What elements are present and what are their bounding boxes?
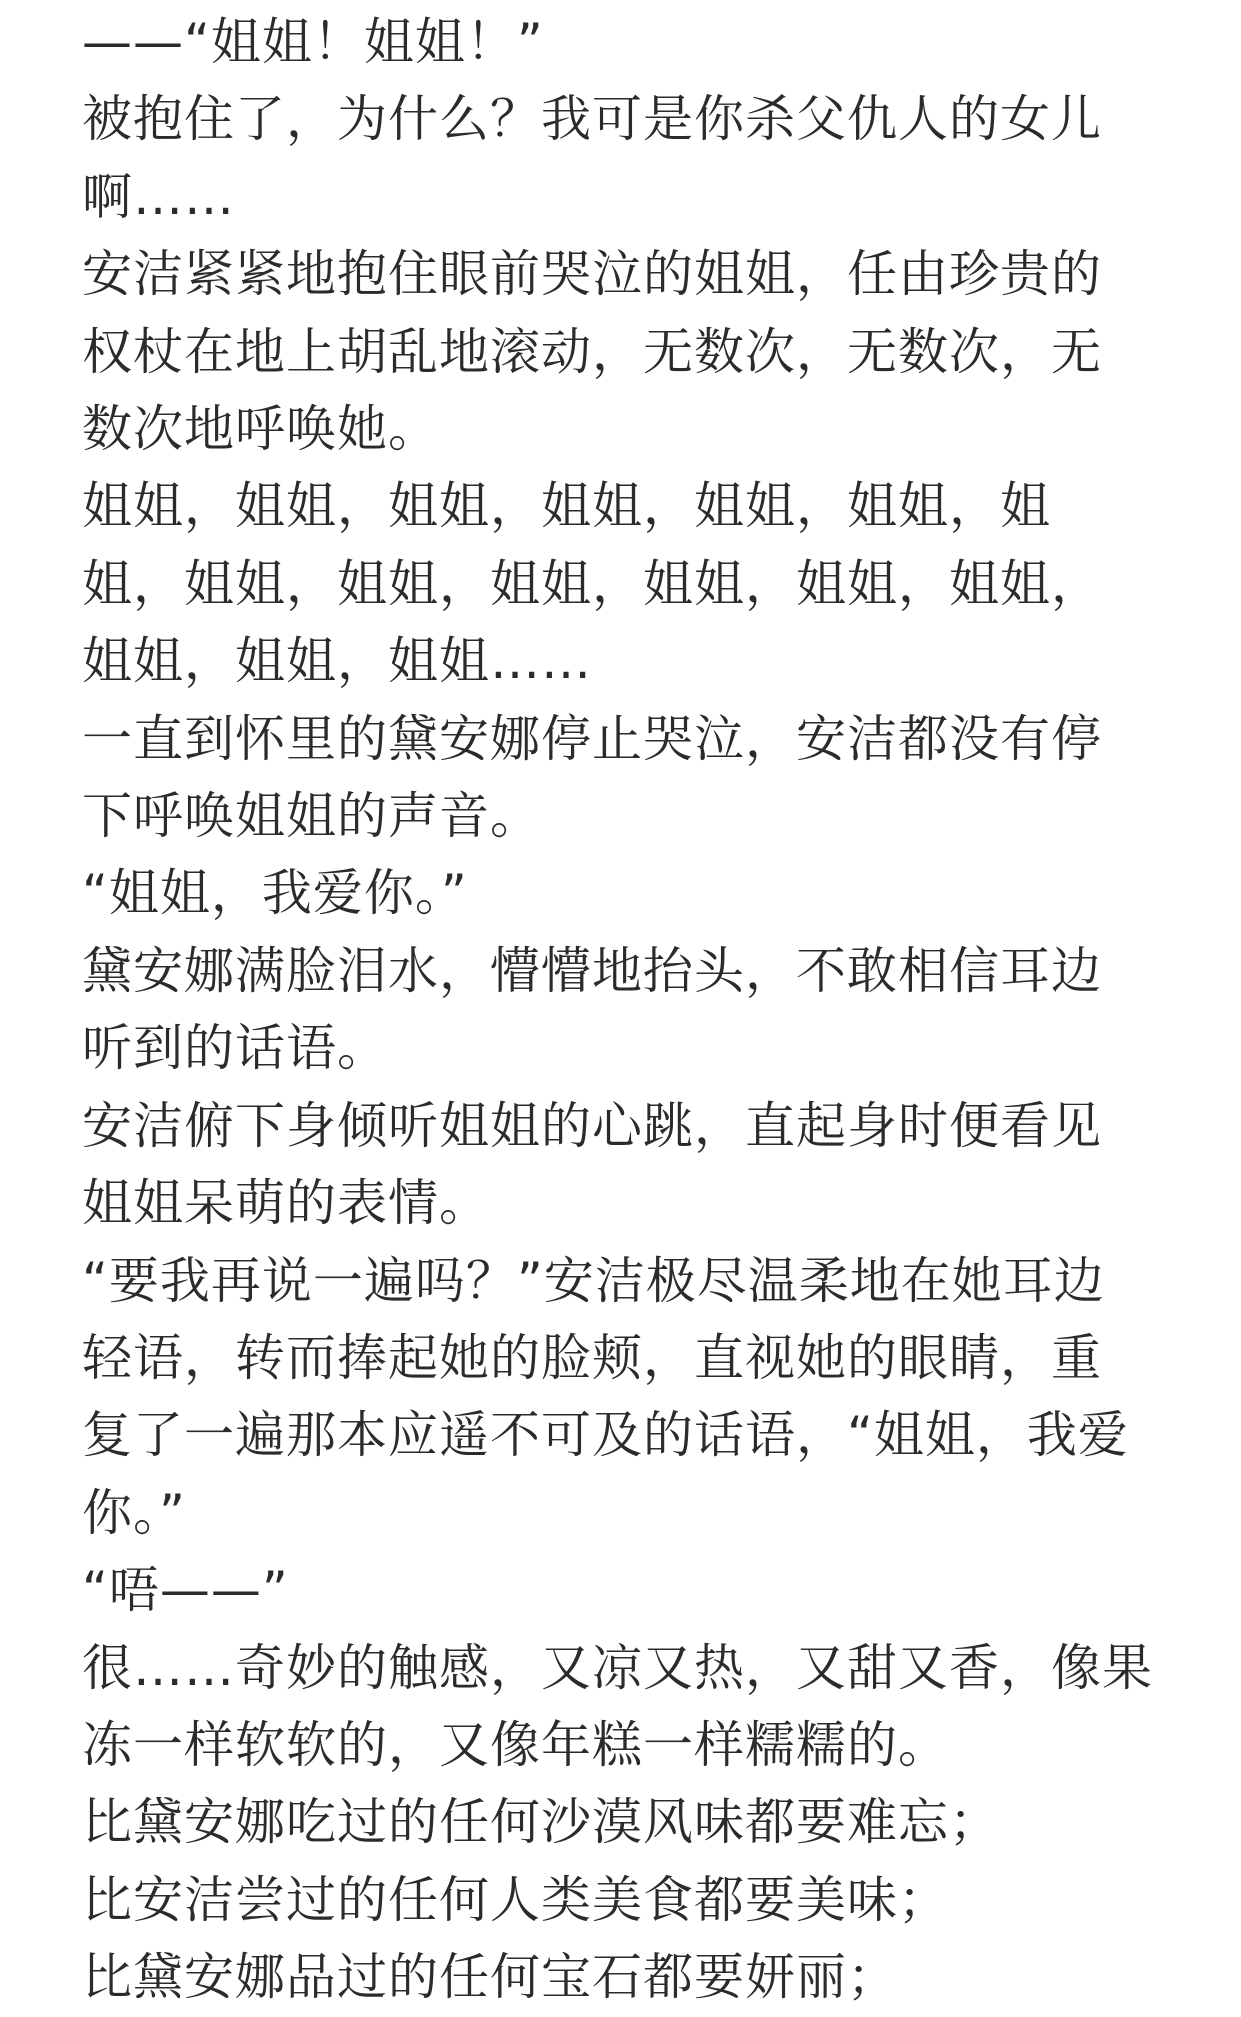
paragraph-6: “姐姐，我爱你。” (82, 864, 468, 923)
paragraph-12: 比黛安娜吃过的任何沙漠风味都要难忘； (82, 1793, 1000, 1852)
paragraph-10: “唔——” (82, 1561, 289, 1620)
text-body (82, 4, 1192, 2017)
paragraph-4: 姐姐，姐姐，姐姐，姐姐，姐姐，姐姐，姐 姐，姐姐，姐姐，姐姐，姐姐，姐姐，姐姐， 姐姐，姐姐，姐姐…… (82, 477, 1102, 691)
paragraph-9: “要我再说一遍吗？”安洁极尽温柔地在她耳边 轻语，转而捧起她的脸颊，直视她的眼睛，重 复了一遍那本应遥不可及的话语，“姐姐，我爱 你。” (82, 1251, 1129, 1542)
paragraph-8: 安洁俯下身倾听姐姐的心跳，直起身时便看见 姐姐呆萌的表情。 (82, 1096, 1102, 1233)
paragraph-11: 很……奇妙的触感，又凉又热，又甜又香，像果 冻一样软软的，又像年糕一样糯糯的。 (82, 1638, 1153, 1774)
paragraph-2: 被抱住了，为什么？我可是你杀父仇人的女儿 啊…… (82, 90, 1102, 226)
paragraph-5: 一直到怀里的黛安娜停止哭泣，安洁都没有停 下呼唤姐姐的声音。 (82, 709, 1102, 846)
paragraph-7: 黛安娜满脸泪水，懵懵地抬头，不敢相信耳边 听到的话语。 (82, 941, 1102, 1078)
paragraph-3: 安洁紧紧地抱住眼前哭泣的姐姐，任由珍贵的 权杖在地上胡乱地滚动，无数次，无数次，无 数次地呼唤她。 (82, 245, 1102, 459)
paragraph-13: 比安洁尝过的任何人类美食都要美味； (82, 1870, 949, 1929)
paragraph-1: ——“姐姐！姐姐！” (82, 13, 544, 71)
paragraph-14: 比黛安娜品过的任何宝石都要妍丽； (82, 1948, 898, 2007)
